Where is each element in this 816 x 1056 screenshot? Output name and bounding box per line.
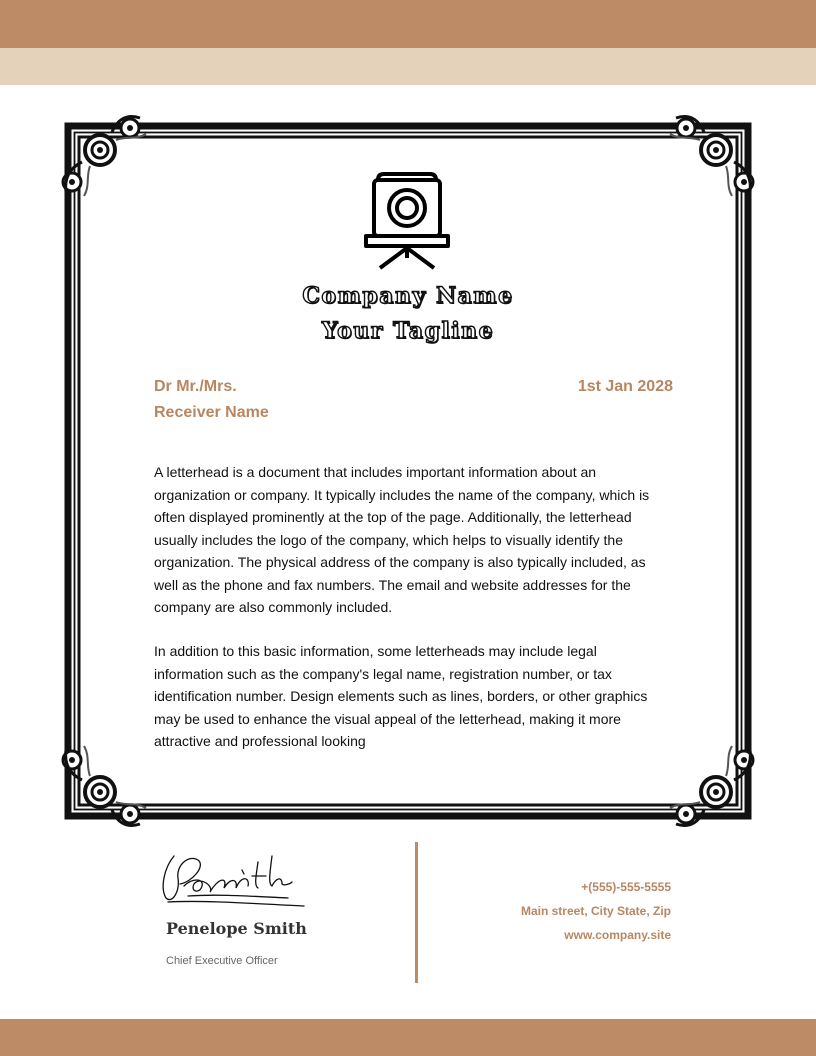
corner-ornament [63, 117, 146, 196]
camera-tripod-icon [362, 166, 452, 272]
body-paragraph-2: In addition to this basic information, some letterheads may include legal information such as the company's legal name, registration number, or tax identification number. Design elements such as lines, borders, or other graphics may be used to enhance the visual appeal of the letterhead, making it more attractive and professional looking [154, 643, 648, 749]
footer-divider [415, 842, 418, 983]
company-name: Company Name [302, 283, 514, 309]
contact-address: Main street, City State, Zip [520, 904, 671, 918]
header-band-light [0, 48, 816, 85]
sender-title: Chief Executive Officer [166, 955, 278, 967]
handwritten-signature [158, 848, 308, 912]
recipient-name: Receiver Name [154, 404, 269, 421]
sender-name: Penelope Smith [166, 919, 307, 938]
letter-date: 1st Jan 2028 [577, 378, 673, 395]
company-tagline: Your Tagline [321, 318, 495, 344]
contact-website[interactable]: www.company.site [564, 928, 671, 942]
header-band [0, 0, 816, 48]
footer-band [0, 1019, 816, 1056]
recipient-salutation: Dr Mr./Mrs. [154, 378, 237, 395]
contact-phone: +(555)-555-5555 [581, 880, 671, 894]
body-paragraph-1: A letterhead is a document that includes important information about an organization or company. It typically includes the name of the company, which is often displayed prominently at the top of the page. Additionally, the letterhead usually includes the logo of the company, which helps to visually identify the organization. The physical address of the company is also typically included, as well as the phone and fax numbers. The email and website addresses for the company are also commonly included. [154, 464, 650, 615]
